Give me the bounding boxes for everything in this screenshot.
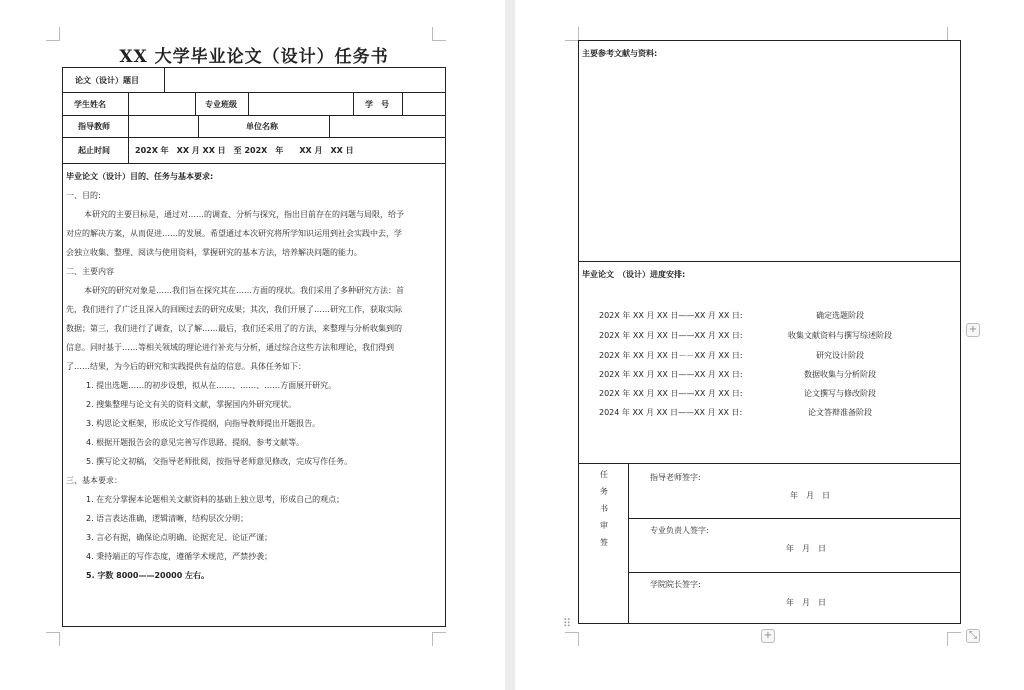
references-label: 主要参考文献与资料: — [582, 49, 658, 58]
list-item: 5. 字数 8000——20000 左右。 — [86, 571, 210, 580]
schedule-date: 202X 年 XX 月 XX 日——XX 月 XX 日: — [599, 370, 743, 379]
table-move-handle-icon[interactable]: ⠿ — [563, 617, 572, 630]
schedule-task: 数据收集与分析阶段 — [804, 370, 876, 379]
major-head-signature-label: 专业负责人签字: — [650, 526, 709, 535]
add-column-button[interactable]: + — [761, 629, 775, 643]
schedule-date: 2024 年 XX 月 XX 日——XX 月 XX 日: — [599, 408, 743, 417]
schedule-task: 收集文献资料与撰写综述阶段 — [788, 331, 892, 340]
schedule-task: 论文答辩准备阶段 — [808, 408, 872, 417]
resize-table-handle[interactable]: ⤡ — [966, 629, 980, 643]
margin-mark — [432, 632, 446, 646]
body-line: 信息。同时基于……等相关领域的理论进行补充与分析，通过综合这些方法和理论，我们得到 — [66, 343, 394, 352]
section-title: 毕业论文（设计）目的、任务与基本要求: — [66, 172, 214, 181]
margin-mark — [947, 27, 961, 41]
period-label: 起止时间 — [78, 146, 110, 155]
body-line: 本研究的研究对象是……我们旨在探究其在……方面的现状。我们采用了多种研究方法：首 — [84, 286, 404, 295]
signature-date: 年 月 日 — [786, 544, 826, 553]
student-name-label: 学生姓名 — [74, 100, 106, 109]
student-id-label: 学 号 — [365, 100, 389, 109]
body-line: 数据；第三，我们进行了调查，以了解……最后，我们还采用了的方法，来整理与分析收集到的 — [66, 324, 402, 333]
list-item: 2. 搜集整理与论文有关的资料文献，掌握国内外研究现状。 — [86, 400, 297, 409]
list-item: 3. 构思论文框架，形成论文写作提纲，向指导教师提出开题报告。 — [86, 419, 321, 428]
body-line: 对应的解决方案，从而促进……的发展。希望通过本次研究将所学知识运用到社会实践中去，学 — [66, 229, 402, 238]
period-value: 202X 年 XX 月 XX 日 至 202X 年 XX 月 XX 日 — [135, 146, 354, 155]
task-body — [66, 186, 442, 585]
schedule-task: 研究设计阶段 — [816, 351, 864, 360]
dean-signature-label: 学院院长签字: — [650, 580, 701, 589]
major-class-label: 专业班级 — [205, 100, 237, 109]
heading-purpose: 一、目的: — [66, 191, 101, 200]
topic-label: 论文（设计）题目 — [75, 76, 139, 85]
list-item: 5. 撰写论文初稿，交指导老师批阅，按指导老师意见修改，完成写作任务。 — [86, 457, 353, 466]
schedule-task: 确定选题阶段 — [816, 311, 864, 320]
page-title: XX 大学毕业论文（设计）任务书 — [119, 47, 389, 67]
advisor-signature-label: 指导老师签字: — [650, 473, 701, 482]
margin-mark — [46, 632, 60, 646]
body-line: 了……结果，为今后的研究和实践提供有益的信息。具体任务如下： — [66, 362, 306, 371]
margin-mark — [565, 632, 579, 646]
list-item: 1. 提出选题……的初步设想，拟从在……、……、……方面展开研究。 — [86, 381, 337, 390]
list-item: 2. 语言表达准确，逻辑清晰，结构层次分明； — [86, 514, 249, 523]
schedule-date: 202X 年 XX 月 XX 日——XX 月 XX 日: — [599, 331, 743, 340]
signature-date: 年 月 日 — [790, 491, 830, 500]
margin-mark — [565, 27, 579, 41]
body-line: 先，我们进行了广泛且深入的回顾过去的研究成果；其次，我们开展了……研究工作，获取实际 — [66, 305, 402, 314]
list-item: 4. 根据开题报告会的意见完善写作思路、提纲、参考文献等。 — [86, 438, 305, 447]
signature-date: 年 月 日 — [786, 598, 826, 607]
body-line: 本研究的主要目标是，通过对……的调查、分析与探究，指出目前存在的问题与局限，给予 — [84, 210, 404, 219]
list-item: 4. 秉持端正的写作态度，遵循学术规范，严禁抄袭； — [86, 552, 273, 561]
margin-mark — [46, 27, 60, 41]
schedule-date: 202X 年 XX 月 XX 日——XX 月 XX 日: — [599, 389, 743, 398]
advisor-label: 指导教师 — [78, 122, 110, 131]
body-line: 会独立收集、整理、阅读与使用资料，掌握研究的基本方法，培养解决问题的能力。 — [66, 248, 362, 257]
margin-mark — [432, 27, 446, 41]
review-label: 任 务 书 审 签 — [600, 470, 608, 547]
schedule-date: 202X 年 XX 月 XX 日－－XX 月 XX 日: — [599, 351, 743, 360]
list-item: 3. 言必有据，确保论点明确、论据充足、论证严谨； — [86, 533, 273, 542]
heading-content: 二、主要内容 — [66, 267, 114, 276]
schedule-label: 毕业论文 （设计）进度安排: — [582, 270, 686, 279]
schedule-date: 202X 年 XX 月 XX 日——XX 月 XX 日: — [599, 311, 743, 320]
unit-name-label: 单位名称 — [246, 122, 278, 131]
margin-mark — [947, 632, 961, 646]
schedule-task: 论文撰写与修改阶段 — [804, 389, 876, 398]
heading-requirements: 三、基本要求： — [66, 476, 122, 485]
add-row-button[interactable]: + — [966, 323, 980, 337]
list-item: 1. 在充分掌握本论题相关文献资料的基础上独立思考，形成自己的观点； — [86, 495, 345, 504]
